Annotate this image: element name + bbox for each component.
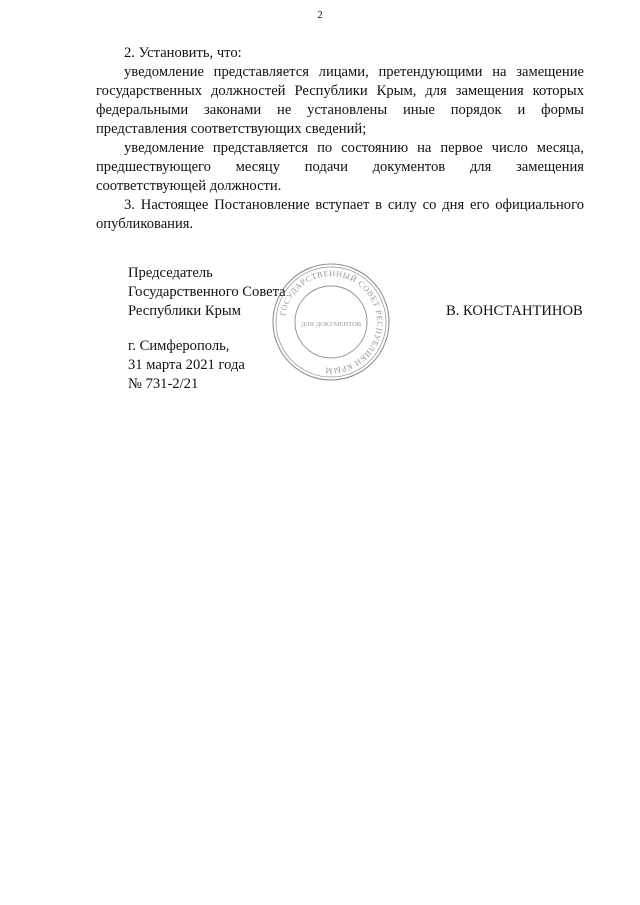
seal-ring-text: ГОСУДАРСТВЕННЫЙ СОВЕТ РЕСПУБЛИКИ КРЫМ (278, 268, 385, 376)
paragraph-item-3: 3. Настоящее Постановление вступает в силу со дня его официального опубликования. (96, 197, 584, 232)
document-body (96, 44, 584, 234)
paragraph-item-2: 2. Установить, что: (124, 45, 242, 61)
signer-title-line-3: Республики Крым (128, 303, 241, 319)
signer-title-line-2: Государственного Совета (128, 284, 286, 300)
signer-name: В. КОНСТАНТИНОВ (446, 303, 583, 319)
spacer (128, 321, 286, 337)
signer-title-line-1: Председатель (128, 265, 213, 281)
official-seal-icon (270, 260, 392, 384)
page-number: 2 (317, 9, 323, 21)
seal-center-text: ДЛЯ ДОКУМЕНТОВ (300, 321, 362, 328)
paragraph-notice-scope: уведомление представляется лицами, претендующими на замещение государственных должностей Республики Крым, для замещения которых федеральными законами не установлены иные порядок и формы представления соответствующих сведений; (96, 64, 584, 137)
issue-place: г. Симферополь, (128, 338, 230, 354)
document-number: № 731-2/21 (128, 376, 199, 392)
signature-block (128, 264, 286, 394)
issue-date: 31 марта 2021 года (128, 357, 245, 373)
paragraph-notice-date: уведомление представляется по состоянию на первое число месяца, предшествующего месяцу подачи документов для замещения соответствующей должности. (96, 140, 584, 194)
